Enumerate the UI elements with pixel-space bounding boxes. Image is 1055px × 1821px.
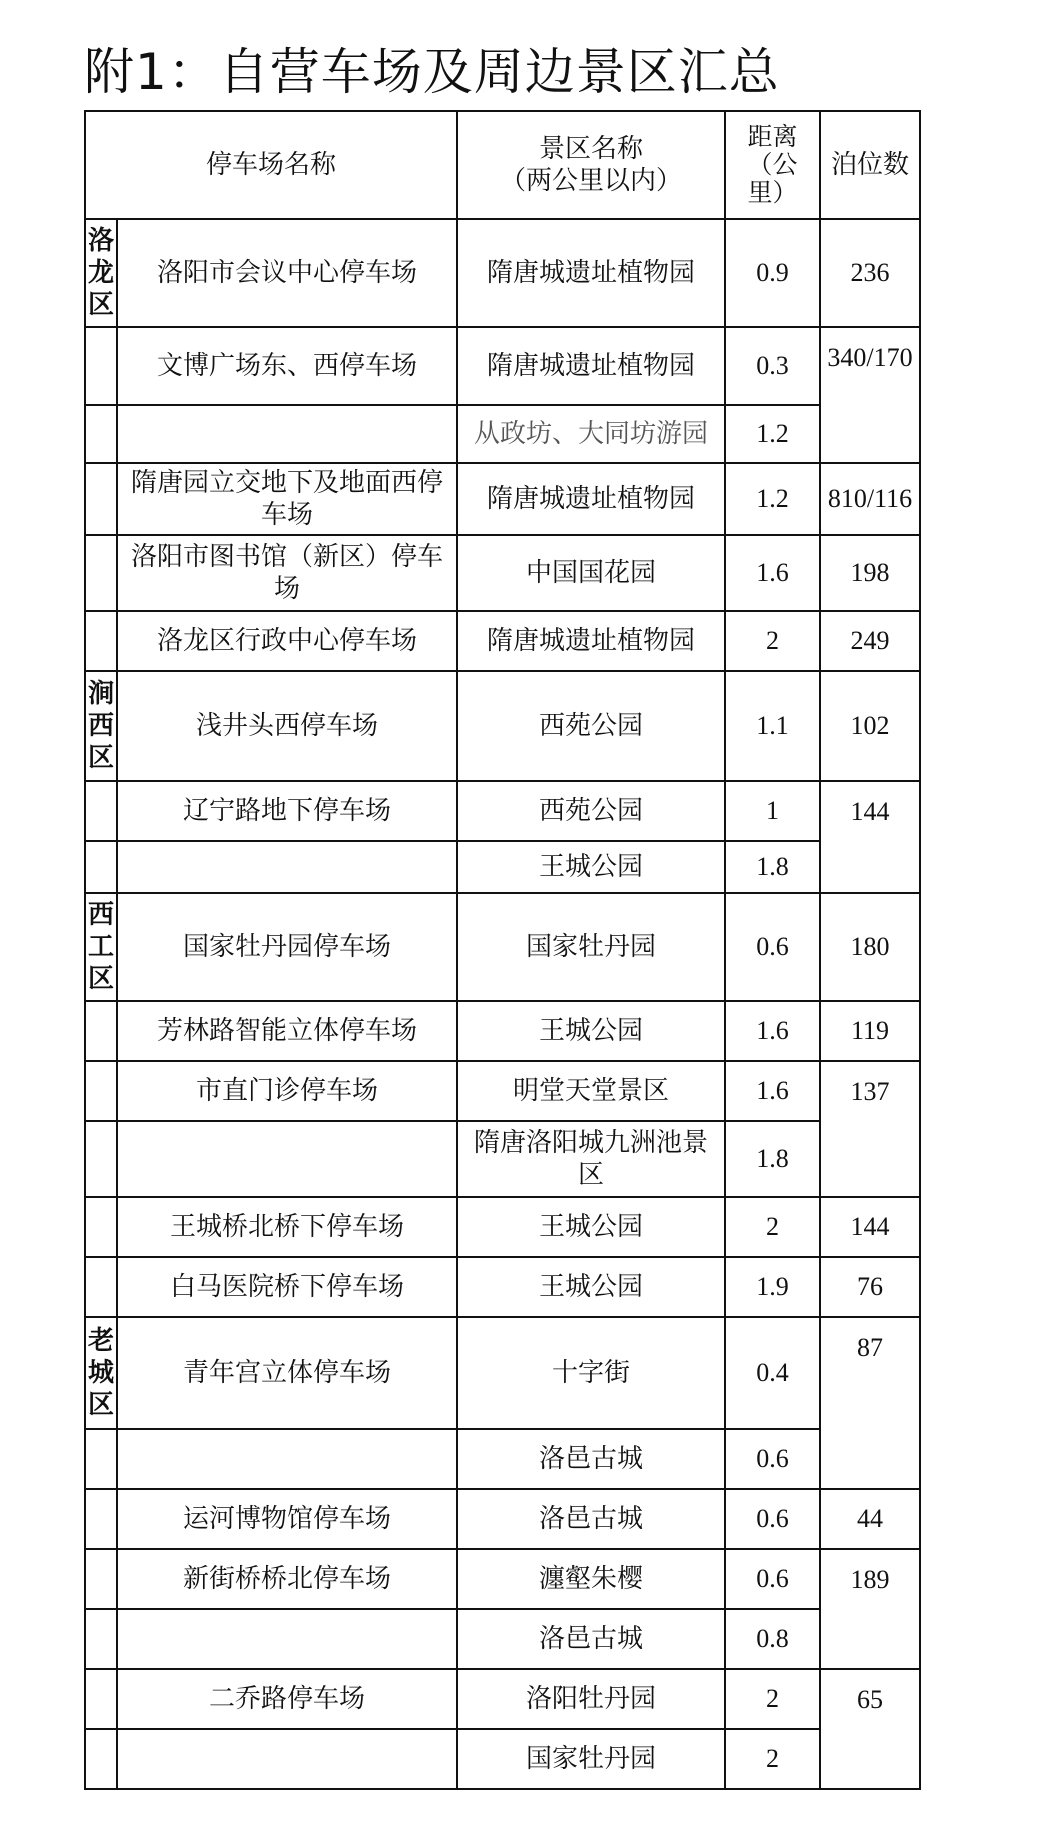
lot-name-cell [117,1121,457,1197]
lot-name-cell: 洛阳市会议中心停车场 [117,219,457,327]
distance-cell: 2 [725,1729,820,1789]
lot-name-cell: 王城桥北桥下停车场 [117,1197,457,1257]
scenic-name-cell: 王城公园 [457,1001,725,1061]
scenic-name-cell: 国家牡丹园 [457,893,725,1001]
distance-cell: 0.6 [725,893,820,1001]
table-row [85,611,920,671]
scenic-name-cell: 洛邑古城 [457,1609,725,1669]
district-name: 西工区 [87,900,114,994]
spaces-cell: 102 [820,671,920,781]
spaces-cell: 87 [820,1317,920,1489]
district-cell-empty [85,781,117,841]
lot-name-cell [117,841,457,893]
scenic-name-cell: 王城公园 [457,841,725,893]
lot-name-cell: 市直门诊停车场 [117,1061,457,1121]
lot-name-cell: 洛龙区行政中心停车场 [117,611,457,671]
header-scenic-line1: 景区名称 [539,134,644,164]
lot-name-cell: 辽宁路地下停车场 [117,781,457,841]
district-cell-empty [85,1121,117,1197]
lot-name-cell: 文博广场东、西停车场 [117,327,457,405]
table-row [85,1429,920,1489]
spaces-cell: 65 [820,1669,920,1789]
district-label [85,219,117,327]
distance-cell: 1.1 [725,671,820,781]
parking-summary-table [84,110,921,1790]
spaces-cell: 236 [820,219,920,327]
table-row [85,1257,920,1317]
distance-cell: 0.4 [725,1317,820,1429]
lot-name-cell: 青年宫立体停车场 [117,1317,457,1429]
table-row [85,781,920,841]
district-cell-empty [85,1609,117,1669]
table-row [85,1001,920,1061]
district-cell-empty [85,405,117,463]
distance-cell: 1 [725,781,820,841]
scenic-name-cell: 洛邑古城 [457,1429,725,1489]
table-row [85,1669,920,1729]
scenic-name-cell: 王城公园 [457,1257,725,1317]
lot-name-cell [117,1429,457,1489]
spaces-cell: 76 [820,1257,920,1317]
table-row [85,1549,920,1609]
distance-cell: 1.2 [725,463,820,535]
table-row [85,405,920,463]
header-distance: 距离（公里） [725,111,820,219]
lot-name-cell: 运河博物馆停车场 [117,1489,457,1549]
table-row [85,1609,920,1669]
district-cell-empty [85,1489,117,1549]
district-cell-empty [85,327,117,405]
lot-name-cell: 新街桥桥北停车场 [117,1549,457,1609]
scenic-name-cell: 瀍壑朱樱 [457,1549,725,1609]
district-label [85,671,117,781]
table-row [85,219,920,327]
spaces-cell: 144 [820,781,920,893]
header-scenic-name [457,111,725,219]
district-cell-empty [85,1549,117,1609]
scenic-name-cell: 隋唐城遗址植物园 [457,219,725,327]
table-row [85,327,920,405]
distance-cell: 0.6 [725,1489,820,1549]
spaces-cell: 810/116 [820,463,920,535]
lot-name-cell: 隋唐园立交地下及地面西停车场 [117,463,457,535]
table-header-row [85,111,920,219]
distance-cell: 1.6 [725,1001,820,1061]
distance-cell: 0.9 [725,219,820,327]
scenic-name-cell: 中国国花园 [457,535,725,611]
lot-name-cell: 芳林路智能立体停车场 [117,1001,457,1061]
lot-name-cell [117,1729,457,1789]
table-row [85,1729,920,1789]
district-name: 洛龙区 [87,226,114,320]
lot-name-cell [117,405,457,463]
spaces-cell: 189 [820,1549,920,1669]
scenic-name-cell: 国家牡丹园 [457,1729,725,1789]
table-row [85,1317,920,1429]
lot-name-cell: 洛阳市图书馆（新区）停车场 [117,535,457,611]
district-cell-empty [85,535,117,611]
district-label [85,893,117,1001]
table-row [85,671,920,781]
spaces-cell: 119 [820,1001,920,1061]
district-name: 老城区 [87,1326,114,1420]
spaces-cell: 144 [820,1197,920,1257]
scenic-name-cell: 隋唐城遗址植物园 [457,463,725,535]
distance-cell: 0.6 [725,1429,820,1489]
table-row [85,1197,920,1257]
spaces-cell: 44 [820,1489,920,1549]
district-cell-empty [85,841,117,893]
distance-cell: 2 [725,1197,820,1257]
header-spaces: 泊位数 [820,111,920,219]
table-row [85,463,920,535]
scenic-name-cell: 西苑公园 [457,781,725,841]
lot-name-cell: 白马医院桥下停车场 [117,1257,457,1317]
spaces-cell: 180 [820,893,920,1001]
scenic-name-cell: 从政坊、大同坊游园 [457,405,725,463]
spaces-cell: 137 [820,1061,920,1197]
district-cell-empty [85,1429,117,1489]
scenic-name-cell: 十字街 [457,1317,725,1429]
table-row [85,841,920,893]
scenic-name-cell: 隋唐城遗址植物园 [457,611,725,671]
header-scenic-line2: （两公里以内） [500,166,683,196]
table-row [85,893,920,1001]
scenic-name-cell: 西苑公园 [457,671,725,781]
table-row [85,1121,920,1197]
distance-cell: 1.2 [725,405,820,463]
lot-name-cell [117,1609,457,1669]
distance-cell: 0.6 [725,1549,820,1609]
header-lot-name: 停车场名称 [85,111,457,219]
district-cell-empty [85,463,117,535]
distance-cell: 2 [725,1669,820,1729]
lot-name-cell: 二乔路停车场 [117,1669,457,1729]
distance-cell: 1.6 [725,1061,820,1121]
district-cell-empty [85,1001,117,1061]
scenic-name-cell: 明堂天堂景区 [457,1061,725,1121]
distance-cell: 2 [725,611,820,671]
spaces-cell: 249 [820,611,920,671]
distance-cell: 0.3 [725,327,820,405]
district-cell-empty [85,1669,117,1729]
spaces-cell: 340/170 [820,327,920,463]
district-cell-empty [85,1197,117,1257]
page-title: 附1：自营车场及周边景区汇总 [84,43,780,101]
distance-cell: 1.6 [725,535,820,611]
distance-cell: 1.9 [725,1257,820,1317]
scenic-name-cell: 洛阳牡丹园 [457,1669,725,1729]
district-cell-empty [85,611,117,671]
scenic-name-cell: 隋唐洛阳城九洲池景区 [457,1121,725,1197]
distance-cell: 0.8 [725,1609,820,1669]
lot-name-cell: 国家牡丹园停车场 [117,893,457,1001]
district-cell-empty [85,1729,117,1789]
table-row [85,1061,920,1121]
table-row [85,1489,920,1549]
scenic-name-cell: 王城公园 [457,1197,725,1257]
lot-name-cell: 浅井头西停车场 [117,671,457,781]
table-row [85,535,920,611]
district-name: 涧西区 [87,679,114,773]
spaces-cell: 198 [820,535,920,611]
scenic-name-cell: 隋唐城遗址植物园 [457,327,725,405]
district-label [85,1317,117,1429]
distance-cell: 1.8 [725,1121,820,1197]
scenic-name-cell: 洛邑古城 [457,1489,725,1549]
distance-cell: 1.8 [725,841,820,893]
district-cell-empty [85,1061,117,1121]
district-cell-empty [85,1257,117,1317]
